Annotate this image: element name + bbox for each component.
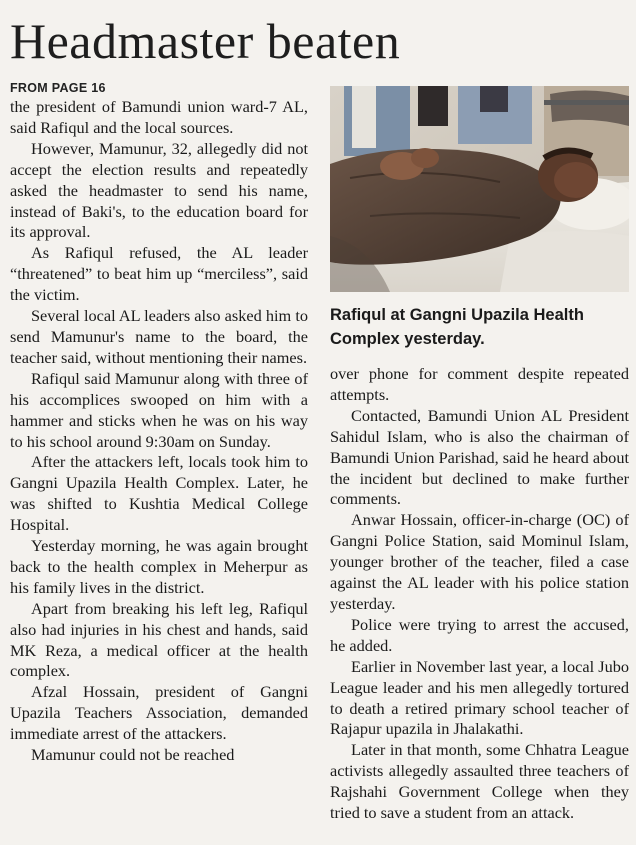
paragraph: Apart from breaking his left leg, Rafiqul also had injuries in his chest and hands, said MK Reza, a medical officer at the health complex.: [10, 598, 308, 681]
paragraph: Several local AL leaders also asked him to send Mamunur's name to the board, the teacher said, without mentioning their names.: [10, 306, 308, 367]
paragraph: Police were trying to arrest the accused, he added.: [330, 614, 629, 655]
paragraph: Mamunur could not be reached: [31, 745, 235, 765]
news-photo: [330, 86, 629, 292]
photo-illustration: [330, 86, 629, 292]
paragraph: Contacted, Bamundi Union AL President Sahidul Islam, who is also the chairman of Bamundi Union Parishad, said he heard about the incident but declined to make further comments.: [330, 405, 629, 509]
paragraph: Yesterday morning, he was again brought back to the health complex in Meherpur as his family lives in the district.: [10, 536, 308, 597]
paragraph: Rafiqul said Mamunur along with three of his accomplices swooped on him with a hammer and sticks when he was on his way to his school around 9:30am on Sunday.: [10, 368, 308, 451]
paragraph: Later in that month, some Chhatra League activists allegedly assaulted three teachers of Rajshahi Government College when they tried to save a student from an attack.: [330, 740, 629, 823]
paragraph: Earlier in November last year, a local Jubo League leader and his men allegedly tortured to death a retired primary school teacher of Rajapur upazila in Jhalakathi.: [330, 656, 629, 739]
jump-line: FROM PAGE 16: [10, 81, 106, 95]
headline: Headmaster beaten: [10, 13, 401, 69]
paragraph: Anwar Hossain, officer-in-charge (OC) of Gangni Police Station, said Mominul Islam, younger brother of the teacher, filed a case against the AL leader with his police station yesterday.: [330, 510, 629, 613]
paragraph: Afzal Hossain, president of Gangni Upazila Teachers Association, demanded immediate arrest of the attackers.: [10, 682, 308, 744]
left-column: [10, 80, 308, 766]
paragraph: over phone for comment despite repeated attempts.: [330, 364, 629, 404]
paragraph: After the attackers left, locals took him to Gangni Upazila Health Complex. Later, he was shifted to Kushtia Medical College Hospital.: [10, 452, 308, 535]
paragraph: However, Mamunur, 32, allegedly did not accept the election results and repeatedly asked the headmaster to send his name, instead of Baki's, to the education board for its approval.: [10, 138, 308, 242]
paragraph: As Rafiqul refused, the AL leader “threatened” to beat him up “merciless”, said the victim.: [10, 243, 308, 305]
right-column: [330, 364, 629, 824]
paragraph: the president of Bamundi union ward-7 AL, said Rafiqul and the local sources.: [10, 97, 308, 137]
photo-caption: Rafiqul at Gangni Upazila Health Complex yesterday.: [330, 306, 584, 348]
